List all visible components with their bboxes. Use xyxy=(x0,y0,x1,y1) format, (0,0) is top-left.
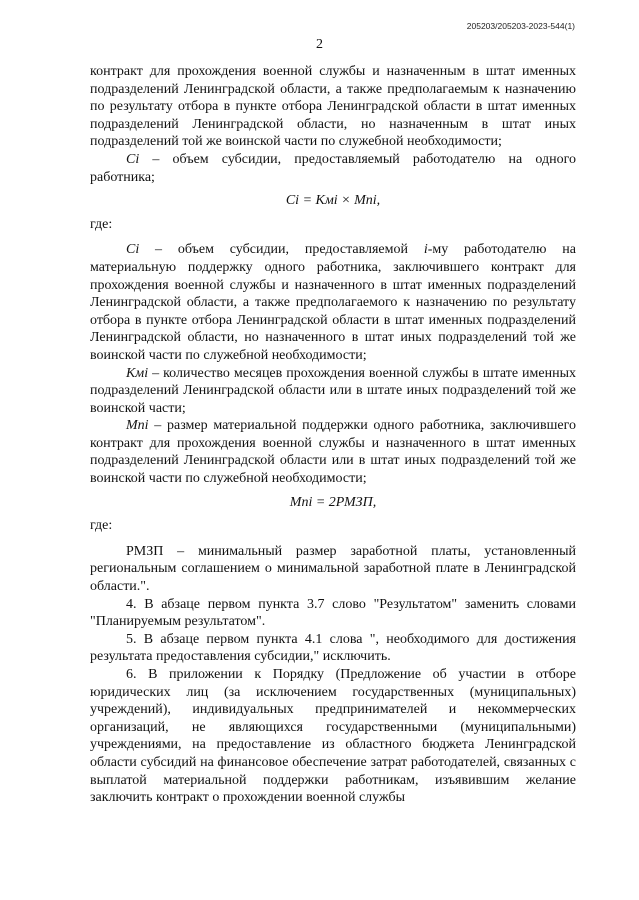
var-ci-2: Ci xyxy=(126,242,140,258)
where-label-2: где: xyxy=(90,518,113,534)
page-number: 2 xyxy=(316,37,323,52)
paragraph-item-4: 4. В абзаце первом пункта 3.7 слово "Результатом" заменить словами "Планируемым результатом". xyxy=(90,596,576,630)
paragraph-item-5: 5. В абзаце первом пункта 4.1 слова ", необходимого для достижения результата предоставления субсидии," исключить. xyxy=(90,631,576,665)
var-km: Кмi xyxy=(126,365,149,381)
document-id: 205203/205203-2023-544(1) xyxy=(466,21,575,31)
document-body xyxy=(90,63,576,807)
var-ci: Ci xyxy=(126,151,140,167)
km-text: – количество месяцев прохождения военной службы в штате именных подразделений Ленинградской области или в штате иных подразделений той же воинской части; xyxy=(90,365,576,416)
formula-ci xyxy=(90,192,576,210)
ci-definition-text: – объем субсидии, предоставляемый работодателю на одного работника; xyxy=(90,151,576,185)
paragraph-mp xyxy=(90,417,576,487)
paragraph-km xyxy=(90,365,576,418)
formula-mp xyxy=(90,494,576,512)
ci-text-a: – объем субсидии, предоставляемой xyxy=(139,242,424,258)
where-label: где: xyxy=(90,216,113,232)
paragraph-continuation: контракт для прохождения военной службы и назначенным в штат именных подразделений Ленинградской области, а также предполагаемым к назначению по результату отбора в пункте отбора Ленинградской области в штат именных подразделений Ленинградской области, но назначенным в штат иных подразделений той же воинской части по служебной необходимости; xyxy=(90,64,576,150)
mp-text: – размер материальной поддержки одного работника, заключившего контракт для прохождения военной службы и назначенного в штат именных подразделений Ленинградской области или в штат иных подразделений той же воинской части по служебной необходимости; xyxy=(90,418,576,487)
formula-ci-text: Ci = Кмi × Мпi, xyxy=(285,193,381,209)
var-i: i xyxy=(423,242,428,258)
paragraph-ci-definition xyxy=(90,151,576,186)
paragraph-item-6: 6. В приложении к Порядку (Предложение об участии в отборе юридических лиц (за исключением государственных (муниципальных) учреждений), индивидуальных предпринимателей и некоммерческих организаций, не являющихся государственными (муниципальными) учреждениями, на предоставление из областного бюджета Ленинградской области субсидий на финансовое обеспечение затрат работодателей, связанных с выплатой материальной поддержки работникам, изъявившим желание заключить контракт о прохождении военной службы xyxy=(90,667,576,806)
var-mp: Мпi xyxy=(126,418,149,434)
paragraph-ci xyxy=(90,241,576,364)
paragraph-rmzp: РМЗП – минимальный размер заработной платы, установленный региональным соглашением о минимальной заработной плате в Ленинградской области.". xyxy=(90,543,576,595)
formula-mp-text: Мпi = 2РМЗП, xyxy=(289,494,377,510)
ci-text-b: -му работодателю на материальную поддержку одного работника, заключившего контракт для прохождения военной службы и назначенного в штат именных подразделений Ленинградской области, а также предполагаемого к назначению по результату отбора в пункте отбора Ленинградской области в штат именных подразделений Ленинградской области, но назначенного в штат иных подразделений той же воинской части по служебной необходимости; xyxy=(90,242,576,363)
